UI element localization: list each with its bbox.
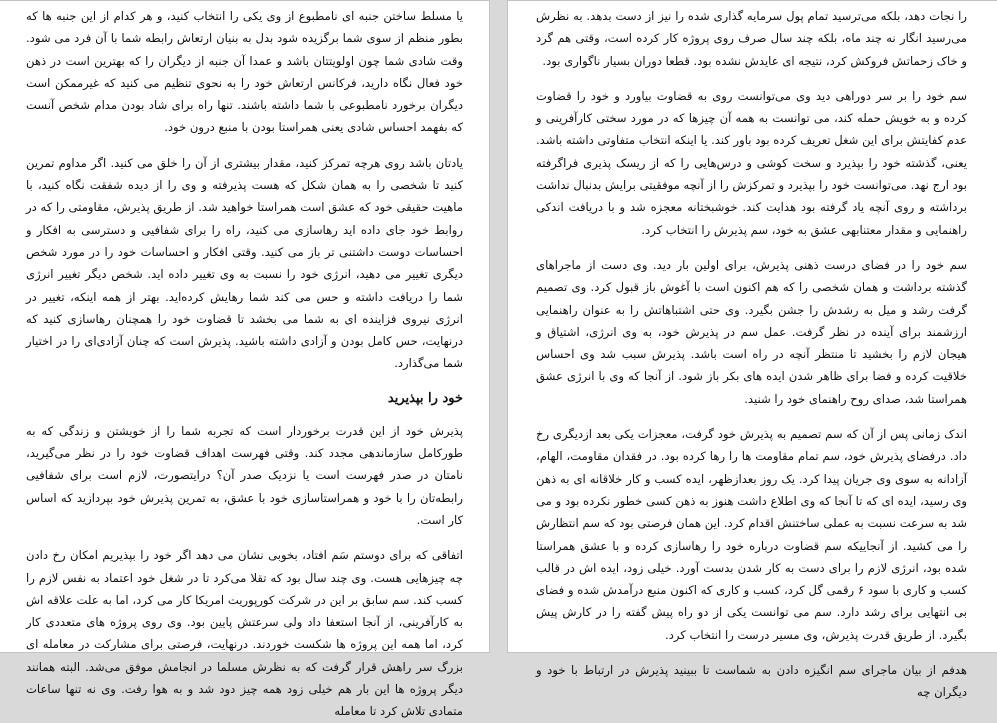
paragraph: سم خود را در فضای درست ذهنی پذیرش، برای اولین بار دید. وی دست از ماجراهای گذشته برداشت و همان شخصی را که هم اکنون است با آغوش باز قبول کرد. وی تصمیم گرفت رشد و میل به رشدش را جشن بگیرد. وی حتی اشتباهاتش را به عنوان راهنمایی ارزشمند برای آینده در نظر گرفت. عمل سم در پذیرش خود، به وی انرژی، اشتیاق و هیجان لازم را بخشید تا منتظر آنچه در راه است باشد. پذیرش سبب شد وی احساس خلاقیت کرده و فضا برای ظاهر شدن ایده های بکر باز شود. از آنجا که وی با انرژی عشق همراستا شد، صدای روح راهنمای خود را شنید. — [536, 257, 967, 406]
section-heading: خود را بپذیرید — [387, 390, 463, 406]
page-left — [0, 0, 490, 719]
paragraph: هدفم از بیان ماجرای سم انگیزه دادن به شماست تا ببینید پذیرش در ارتباط با خود و دیگران چه — [536, 663, 967, 700]
page-right-content — [536, 5, 967, 700]
paragraph: اندک زمانی پس از آن که سم تصمیم به پذیرش خود گرفت، معجزات یکی بعد ازدیگری رخ داد. درفضای پذیرش خود، سم تمام مقاومت ها را رها کرده بود. در فقدان مقاومت، الهام، آزادانه به سوی وی جریان پیدا کرد. یک روز بعدازظهر، ایده کسب و کار خلاقانه ای به ذهن وی رسید، ایده ای که تا آنجا که وی اطلاع داشت هنوز به ذهن کسی خطور نکرده بود و می شد به سرعت نسبت به عملی ساختنش اقدام کرد. این همان فرصتی بود که سم انتظارش را می کشید. از آنجاییکه سم قضاوت درباره خود را رهاسازی کرده و با عشق همراستا شده بود، انرژی لازم را برای دست به کار شدن بدست آورد. خیلی زود، ایده اش در قالب کسب و کاری با سود ۶ رقمی گل کرد، کسب و کاری که اکنون منبع درآمدش شده و فضای بی انتهایی برای رشد دارد. سم می توانست یکی از دو راه پیش گفته را در کارش پیش بگیرد. از طریق قدرت پذیرش، وی مسیر درست را انتخاب کرد. — [536, 427, 967, 642]
paragraph: یادتان باشد روی هرچه تمرکز کنید، مقدار بیشتری از آن را خلق می کنید. اگر مداوم تمرین کنید تا شخصی را به همان شکل که هست پذیرفته و وی را از دیده شفقت نگاه کنید، با ماهیت حقیقی خود که عشق است همراستا خواهید شد. از طریق پذیرش، مقاومتی را که در روابط خود جای داده اید رهاسازی می کنید، راه را برای شفافیی و دسترسی به افکار و احساسات دوست داشتنی تر باز می کنید. وقتی افکار و احساسات خود را در مورد شخص دیگری تغییر می دهید، انرژی خود را نسبت به وی تغییر داده اید. شخص دیگر تغییر انرژی شما را دریافت داشته و حس می کند شما رهایش کرده‌اید. بهتر از همه اینکه، تغییر در انرژی نیروی فزاینده ای به شما می بخشد تا قضاوت خود را همچنان رهاسازی کنید که درنهایت، حس کامل بودن و آزادی داشته باشید. پذیرش است که چنان آزادی‌ای را در اختیار شما می‌گذارد. — [26, 155, 463, 371]
page-left-content — [26, 5, 463, 719]
paragraph: یا مسلط ساختن جنبه ای نامطبوع از وی یکی را انتخاب کنید، و هر کدام از این جنبه ها که بطور منظم از سوی شما برگزیده شود بدل به بنیان ارتعاش رابطه شما با آن فرد می شود. وقت شادی شما چون اولویتتان باشد و عمدا آن جنبه از دیگران را که بهترین است در ذهن خود فعال نگاه دارید، فرکانس ارتعاش خود را به نحوی تنظیم می کنید که غیرممکن است دیگران برخورد نامطبوعی با شما داشته باشند. تنها راه برای شاد بودن مدام شخص آنست که بفهمد احساس شادی یعنی همراستا بودن با منبع درون خود. — [26, 9, 463, 135]
paragraph: سم خود را بر سر دوراهی دید وی می‌توانست روی به قضاوت بیاورد و خود را قضاوت کرده و به خویش حمله کند، می توانست به همه آن چیزها که در مورد سختی کارآفرینی و عدم کفایتش برای این شغل تعریف کرده بود باور کند. یا اینکه انتخاب متفاوتی داشته باشد. یعنی، گذشته خود را بپذیرد و سخت کوشی و درس‌هایی را که از ریسک پذیری فراگرفته بود ارج نهد. می‌توانست خود را بپذیرد و تمرکزش را از آنچه موفقیتی برایش بدنبال نداشت برداشته و روی آنچه یاد گرفته بود هدایت کند. خوشبختانه معجزه شد و با دریافت اندکی راهنمایی و مقدار معتنابهی عشق به خود، سم پذیرش را انتخاب کرد. — [536, 88, 967, 237]
paragraph: را نجات دهد، بلکه می‌ترسید تمام پول سرمایه گذاری شده را نیز از دست بدهد. به نظرش می‌رسید انگار نه چند ماه، بلکه چند سال صرف روی پروژه کار کرده است، وقتی هم گرد و خاک زحماتش فروکش کرد، نتیجه ای عایدش نشده بود. قطعا دوران بسیار ناگواری بود. — [536, 9, 967, 68]
paragraph: اتفاقی که برای دوستم سَم افتاد، بخوبی نشان می دهد اگر خود را بپذیریم امکان رخ دادن چه چیزهایی هست. وی چند سال بود که تقلا می‌کرد تا در شغل خود اعتماد به نفس لازم را کسب کند. سم سابق بر این در شرکت کورپوریت امریکا کار می کرد، اما به علت علاقه اش به کارآفرینی، از آنجا استعفا داد ولی سرعتش پایین بود. وی روی پروژه های متعددی کار کرد، اما همه این پروژه ها شکست خوردند. درنهایت، فرصتی برای مشارکت در معامله ای بزرگ سر راهش قرار گرفت که به نظرش مسلما در انجامش موفق می‌شد. البته همانند دیگر پروژه ها این بار هم خیلی زود همه چیز دود شد و به هوا رفت. وی نه تنها ساعات متمادی تلاش کرد تا معامله — [26, 548, 463, 719]
page-right — [507, 0, 997, 700]
page-gutter — [494, 0, 504, 653]
paragraph: پذیرش خود از این قدرت برخوردار است که تجربه شما را از خویشتن و زندگی که به طورکامل سازماندهی مجدد کند. وقتی فهرست اهداف قضاوت خود را در نظر می‌گیرید، نامتان در صدر فهرست است یا نزدیک صدر آن؟ درایتصورت، لازم است برای شفافیی رابطه‌تان را با خود و همراستاسازی خود با عشق، به تمرین پذیرش خود بپردازید که اساس کار است. — [26, 423, 463, 527]
